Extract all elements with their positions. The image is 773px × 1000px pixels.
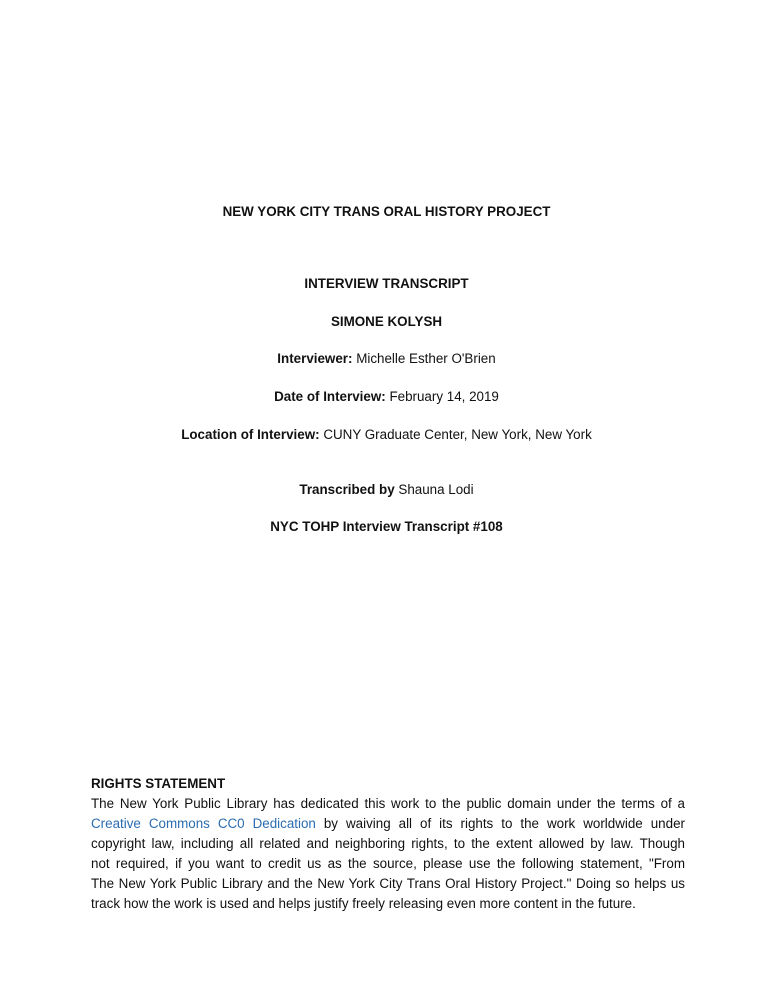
rights-statement [91, 774, 685, 914]
rights-line-5: The New York Public Library and the New York City Trans Oral History Project." Doing so helps us [91, 876, 685, 891]
rights-line-2 [91, 814, 685, 834]
rights-line-2-rest: by waiving all of its rights to the work worldwide under [323, 816, 685, 831]
location-label: Location of Interview: [181, 427, 320, 442]
interviewer-value: Michelle Esther O'Brien [356, 351, 496, 366]
interviewer-line [0, 350, 773, 367]
date-line [0, 388, 773, 405]
date-value: February 14, 2019 [389, 389, 499, 404]
location-value: CUNY Graduate Center, New York, New York [323, 427, 592, 442]
cc0-dedication-link[interactable]: Creative Commons CC0 Dedication [91, 816, 316, 831]
transcribed-line [0, 481, 773, 498]
location-line [0, 426, 773, 443]
narrator-name: SIMONE KOLYSH [330, 314, 443, 329]
transcript-number: NYC TOHP Interview Transcript #108 [270, 519, 503, 534]
interviewer-label: Interviewer: [277, 351, 353, 366]
rights-line-6: track how the work is used and helps justify freely releasing even more content in the future. [91, 896, 636, 911]
rights-line-1: The New York Public Library has dedicated this work to the public domain under the terms of a [91, 796, 685, 811]
rights-line-3: copyright law, including all related and neighboring rights, to the extent allowed by law. Though [91, 836, 685, 851]
transcribed-value: Shauna Lodi [398, 482, 474, 497]
rights-line-4: not required, if you want to credit us as the source, please use the following statement, "From [91, 856, 685, 871]
project-title: NEW YORK CITY TRANS ORAL HISTORY PROJECT [222, 204, 551, 219]
date-label: Date of Interview: [274, 389, 386, 404]
rights-heading: RIGHTS STATEMENT [91, 776, 226, 791]
transcript-type: INTERVIEW TRANSCRIPT [304, 276, 469, 291]
transcribed-label: Transcribed by [299, 482, 395, 497]
